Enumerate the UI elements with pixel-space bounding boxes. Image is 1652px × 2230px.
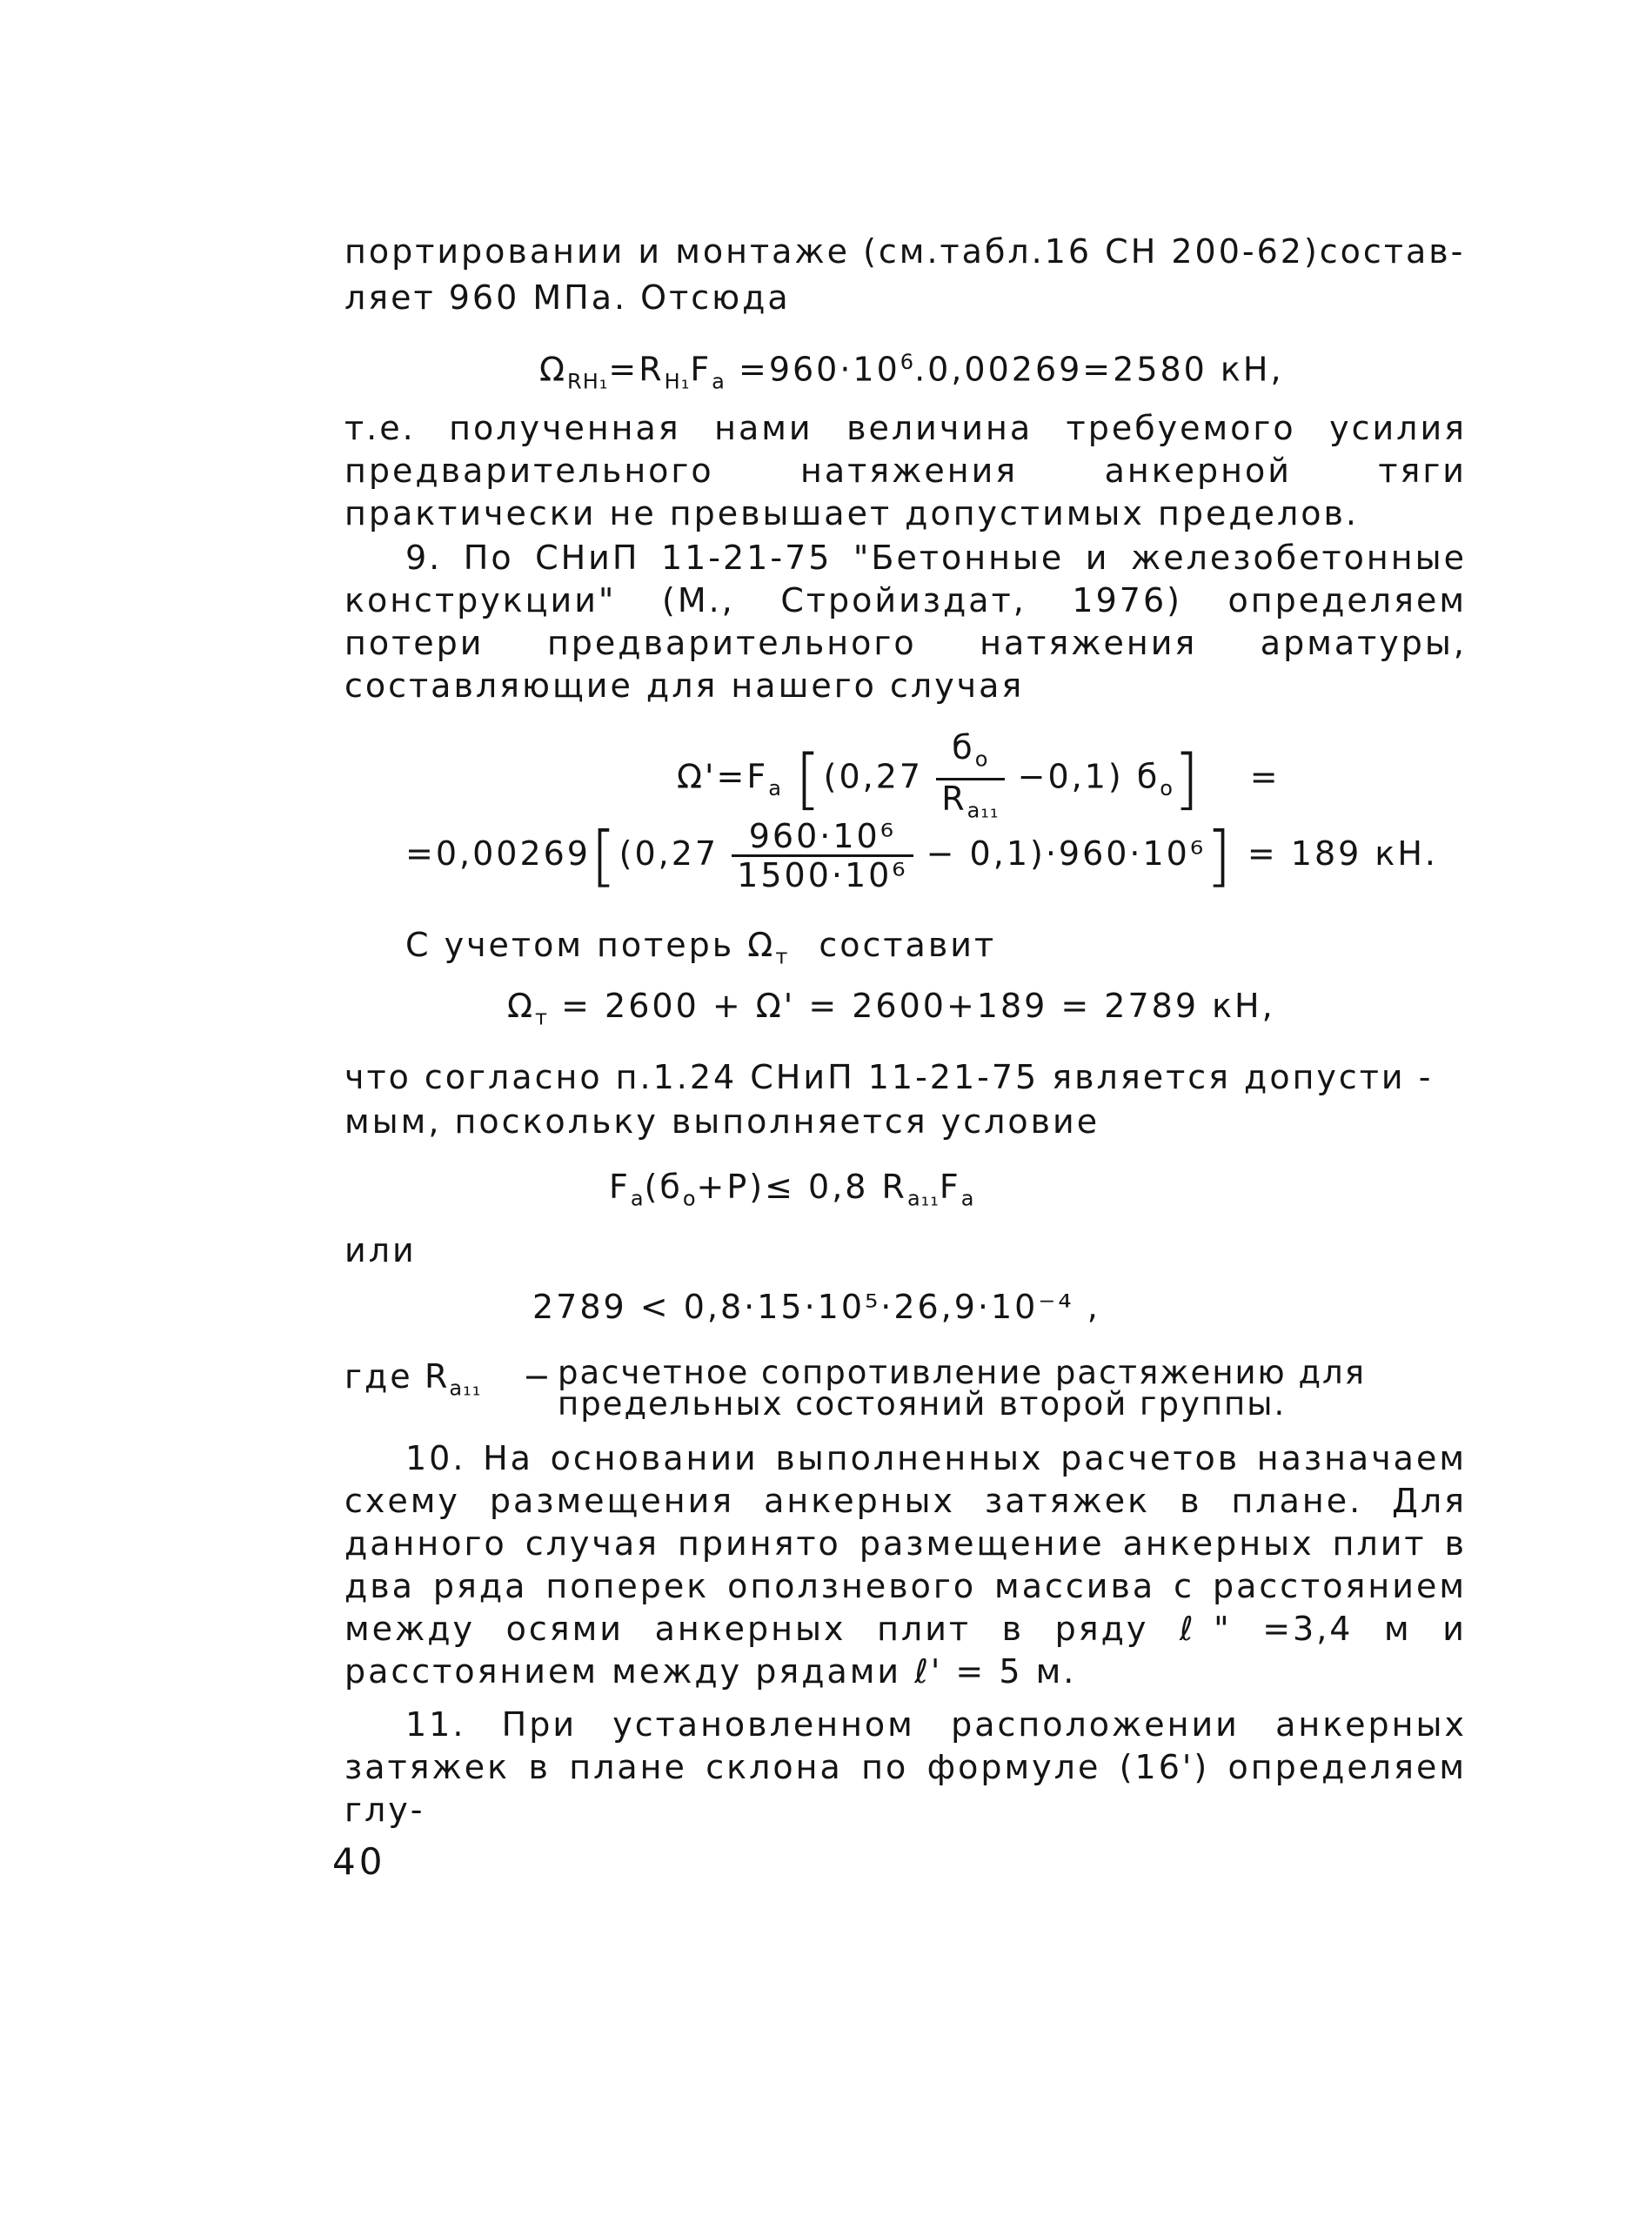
bracket-open-icon: [ bbox=[590, 816, 619, 894]
formula-text: (0,27 bbox=[823, 757, 924, 796]
paragraph-text: 10. На основании выполненных расчетов назначаем схему размещения анкерных затяжек в плане. Для данного случая принято размещение анкерных плит в два ряда поперек оползневого массива с расстоянием между осями анкерных плит в ряду ℓ" =3,4 м и расстоянием между рядами ℓ' = 5 м. bbox=[344, 1439, 1467, 1691]
formula-exponent: 6 bbox=[900, 350, 915, 374]
where-dash: − bbox=[523, 1357, 551, 1396]
text-line: что согласно п.1.24 СНиП 11-21-75 является допусти - bbox=[344, 1058, 1434, 1096]
formula-text: =960·10 bbox=[738, 350, 900, 389]
fraction-denominator: 1500·10⁶ bbox=[737, 856, 908, 894]
formula-symbol: Ω'=F bbox=[677, 757, 769, 796]
formula-text: (0,27 bbox=[619, 834, 719, 873]
fraction-numerator: $б_o$ bbox=[936, 729, 1004, 780]
text-line: портировании и монтаже (см.табл.16 СН 200-62)состав- bbox=[344, 232, 1466, 271]
text-fragment: С учетом потерь Ω bbox=[405, 926, 776, 964]
text-line-or: или bbox=[344, 1231, 417, 1269]
formula-subscript: a bbox=[960, 1186, 975, 1211]
formula-condition-numeric: 2789 < 0,8·15·10⁵·26,9·10⁻⁴ , bbox=[532, 1288, 1100, 1326]
formula-symbol: Ω bbox=[507, 987, 536, 1025]
text-fragment: составит bbox=[819, 926, 997, 964]
formula-losses bbox=[677, 729, 1281, 828]
where-definition: расчетное сопротивление растяжению для предельных состояний второй группы. bbox=[558, 1354, 1366, 1423]
formula-text: .0,00269=2580 кН, bbox=[914, 350, 1284, 389]
formula-text: =0,00269 bbox=[405, 834, 591, 873]
text-line: мым, поскольку выполняется условие bbox=[344, 1102, 1100, 1141]
formula-subscript: т bbox=[535, 1005, 549, 1030]
formula-text: = 2600 + Ω' = 2600+189 = 2789 кН, bbox=[561, 987, 1275, 1025]
formula-subscript: RH₁ bbox=[567, 369, 609, 394]
formula-anchor-force bbox=[539, 341, 1284, 402]
text-line-with-losses bbox=[405, 924, 1528, 978]
where-symbol: $R_{a_{11}}$ bbox=[425, 1357, 482, 1401]
formula-fraction bbox=[936, 729, 1004, 828]
formula-text: = 189 кН. bbox=[1247, 834, 1438, 873]
paragraph-conclusion bbox=[344, 407, 1467, 535]
formula-symbol: R bbox=[639, 350, 665, 389]
bracket-close-icon: ] bbox=[1173, 740, 1202, 818]
paragraph-10 bbox=[344, 1437, 1467, 1693]
paragraph-text: 9. По СНиП 11-21-75 "Бетонные и железобетонные конструкции" (М., Стройиздат, 1976) определяем потери предварительного натяжения арматуры, составляющие для нашего случая bbox=[344, 539, 1467, 705]
formula-subscript: a bbox=[768, 776, 782, 801]
formula-text: +P)≤ 0,8 R bbox=[696, 1168, 907, 1206]
formula-condition bbox=[609, 1166, 974, 1220]
fraction-numerator: 960·10⁶ bbox=[732, 818, 913, 857]
paragraph-11 bbox=[344, 1704, 1467, 1832]
paragraph-9 bbox=[344, 537, 1467, 707]
formula-subscript: o bbox=[1160, 776, 1174, 801]
formula-subscript: a₁₁ bbox=[906, 1186, 940, 1211]
formula-subscript: т bbox=[775, 944, 789, 969]
paragraph-text: 11. При установленном расположении анкерных затяжек в плане склона по формуле (16') определяем глу- bbox=[344, 1705, 1467, 1829]
formula-subscript: o bbox=[682, 1186, 697, 1211]
bracket-open-icon: [ bbox=[795, 740, 824, 818]
formula-symbol: F bbox=[690, 350, 712, 389]
formula-text: −0,1) б bbox=[1017, 757, 1160, 796]
formula-operator: = bbox=[1249, 757, 1281, 796]
formula-symbol: F bbox=[939, 1168, 961, 1206]
paragraph-text: т.е. полученная нами величина требуемого усилия предварительного натяжения анкерной тяги практически не превышает допустимых пределов. bbox=[344, 409, 1467, 532]
text-line: ляет 960 МПа. Отсюда bbox=[344, 278, 791, 317]
formula-symbol: Ω bbox=[539, 350, 568, 389]
bracket-close-icon: ] bbox=[1206, 816, 1234, 894]
page-number: 40 bbox=[332, 1840, 386, 1883]
formula-operator: = bbox=[608, 350, 639, 389]
formula-subscript: H₁ bbox=[664, 369, 691, 394]
formula-fraction bbox=[732, 818, 913, 894]
fraction-denominator: $R_{a_{11}}$ bbox=[941, 779, 1000, 823]
formula-text: − 0,1)·960·10⁶ bbox=[926, 834, 1207, 873]
formula-losses-numeric bbox=[405, 818, 1438, 894]
formula-subscript: a bbox=[712, 369, 726, 394]
formula-subscript: a bbox=[630, 1186, 645, 1211]
formula-total-force bbox=[507, 985, 1275, 1039]
formula-symbol: F bbox=[609, 1168, 631, 1206]
where-label: где bbox=[344, 1357, 413, 1396]
formula-text: (б bbox=[644, 1168, 683, 1206]
